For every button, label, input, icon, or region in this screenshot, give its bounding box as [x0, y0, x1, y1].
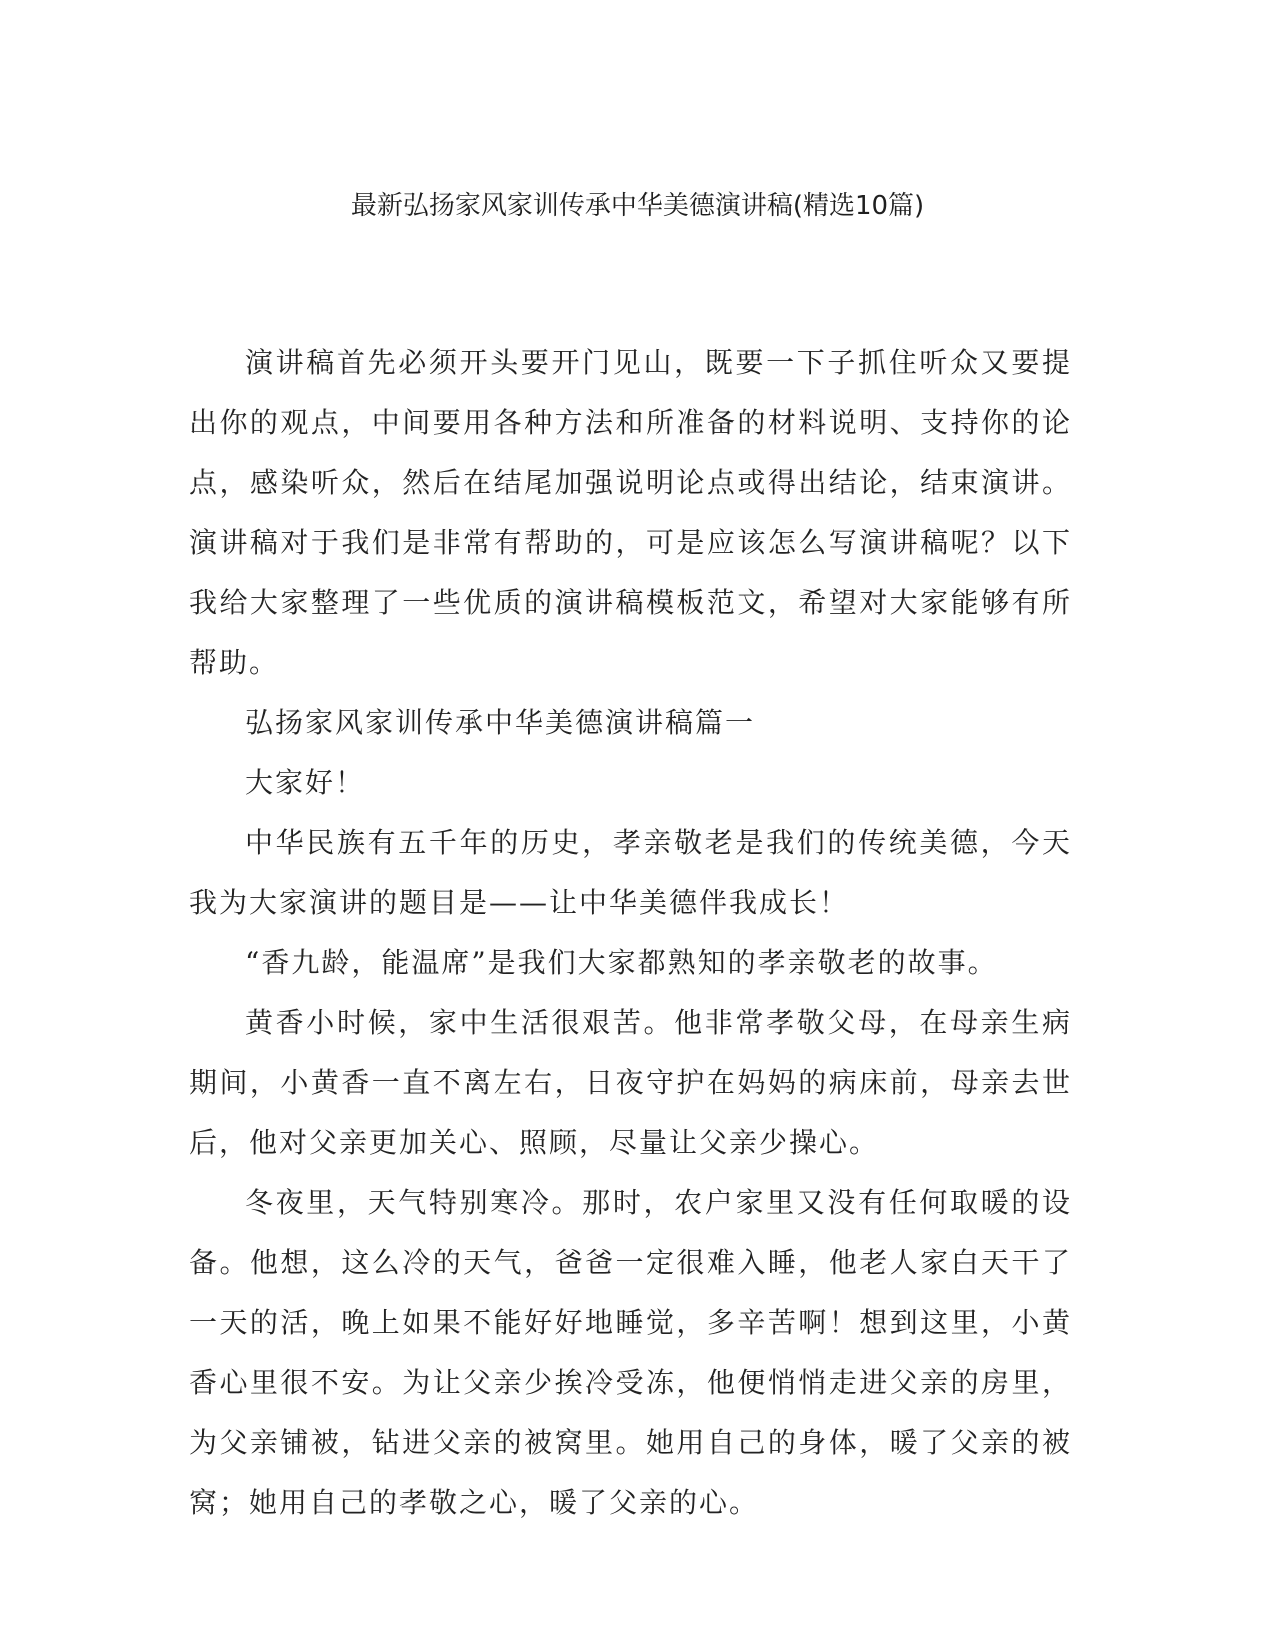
intro-paragraph: 演讲稿首先必须开头要开门见山，既要一下子抓住听众又要提出你的观点，中间要用各种方法和所准备的材料说明、支持你的论点，感染听众，然后在结尾加强说明论点或得出结论，结束演讲。演讲稿对于我们是非常有帮助的，可是应该怎么写演讲稿呢？以下我给大家整理了一些优质的演讲稿模板范文，希望对大家能够有所帮助。 [189, 346, 1072, 679]
story-paragraph-2: 冬夜里，天气特别寒冷。那时，农户家里又没有任何取暖的设备。他想，这么冷的天气，爸爸一定很难入睡，他老人家白天干了一天的活，晚上如果不能好好地睡觉，多辛苦啊！想到这里，小黄香心里很不安。为让父亲少挨冷受冻，他便悄悄走进父亲的房里，为父亲铺被，钻进父亲的被窝里。她用自己的身体，暖了父亲的被窝；她用自己的孝敬之心，暖了父亲的心。 [189, 1186, 1072, 1519]
greeting-paragraph: 大家好！ [245, 766, 366, 799]
story-paragraph-1: 黄香小时候，家中生活很艰苦。他非常孝敬父母，在母亲生病期间，小黄香一直不离左右，日夜守护在妈妈的病床前，母亲去世后，他对父亲更加关心、照顾，尽量让父亲少操心。 [189, 1006, 1072, 1159]
speech-topic-paragraph: 中华民族有五千年的历史，孝亲敬老是我们的传统美德，今天我为大家演讲的题目是——让中华美德伴我成长！ [189, 826, 1072, 919]
document-body [189, 333, 1072, 1533]
story-intro-paragraph: “香九龄，能温席”是我们大家都熟知的孝亲敬老的故事。 [245, 946, 998, 979]
document-title: 最新弘扬家风家训传承中华美德演讲稿(精选10篇) [350, 191, 925, 221]
section-heading: 弘扬家风家训传承中华美德演讲稿篇一 [245, 706, 756, 739]
